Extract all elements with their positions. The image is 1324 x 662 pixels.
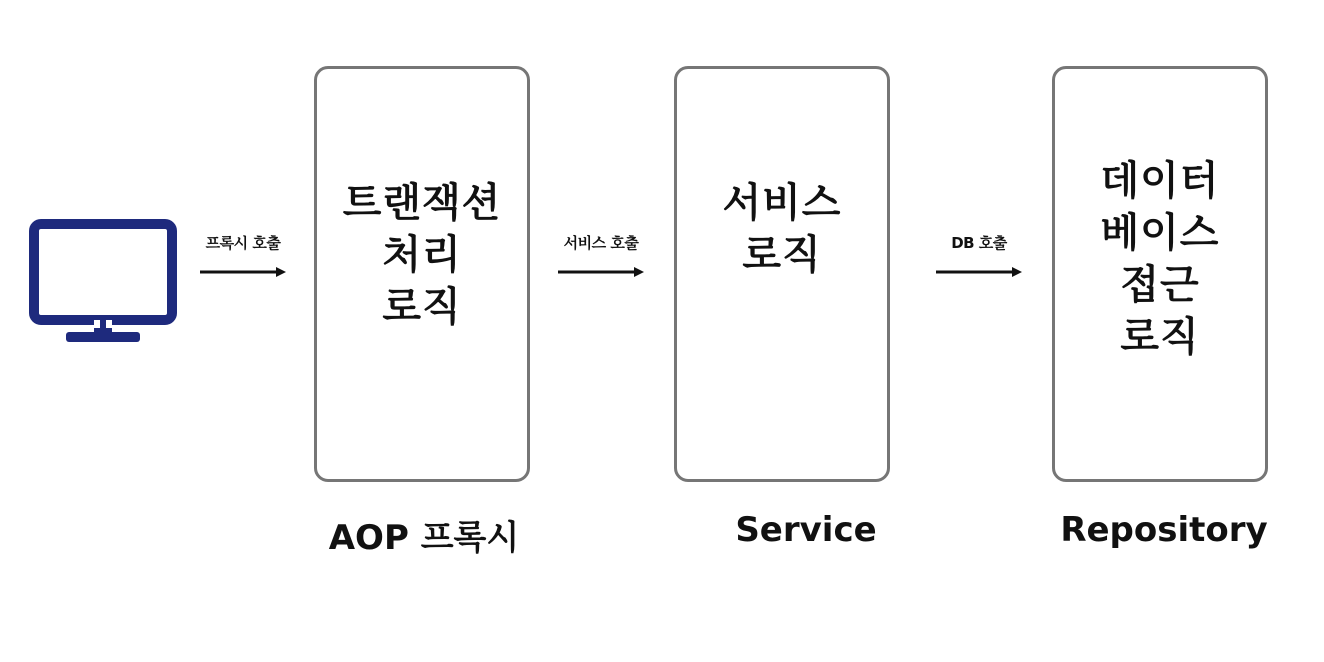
repository-box-text (1055, 155, 1265, 363)
db-call-arrow (934, 232, 1024, 292)
proxy-box-line: 트랜잭션 (342, 180, 502, 226)
service-call-label: 서비스 호출 (563, 234, 639, 252)
arrow-right-icon (556, 266, 646, 278)
service-box-line: 서비스 (722, 180, 842, 226)
proxy-box (314, 66, 530, 482)
service-call-arrow (556, 232, 646, 292)
arrow-right-icon (934, 266, 1024, 278)
client-monitor (28, 218, 178, 346)
arrow-right-icon (198, 266, 288, 278)
proxy-box-line: 로직 (382, 284, 462, 330)
proxy-caption: AOP 프록시 (328, 518, 520, 558)
service-box-text (677, 177, 887, 281)
service-caption: Service (735, 510, 877, 550)
repository-box-line: 베이스 (1100, 210, 1220, 256)
monitor-icon (28, 218, 178, 346)
repository-box-line: 접근 (1120, 262, 1200, 308)
repository-box (1052, 66, 1268, 482)
service-box-line: 로직 (742, 232, 822, 278)
proxy-call-label: 프록시 호출 (205, 234, 281, 252)
repository-caption: Repository (1060, 510, 1268, 550)
repository-box-line: 데이터 (1100, 158, 1220, 204)
proxy-box-line: 처리 (382, 232, 462, 278)
db-call-label: DB 호출 (951, 234, 1007, 252)
repository-box-line: 로직 (1120, 314, 1200, 360)
service-box (674, 66, 890, 482)
proxy-call-arrow (198, 232, 288, 292)
proxy-box-text (317, 177, 527, 333)
